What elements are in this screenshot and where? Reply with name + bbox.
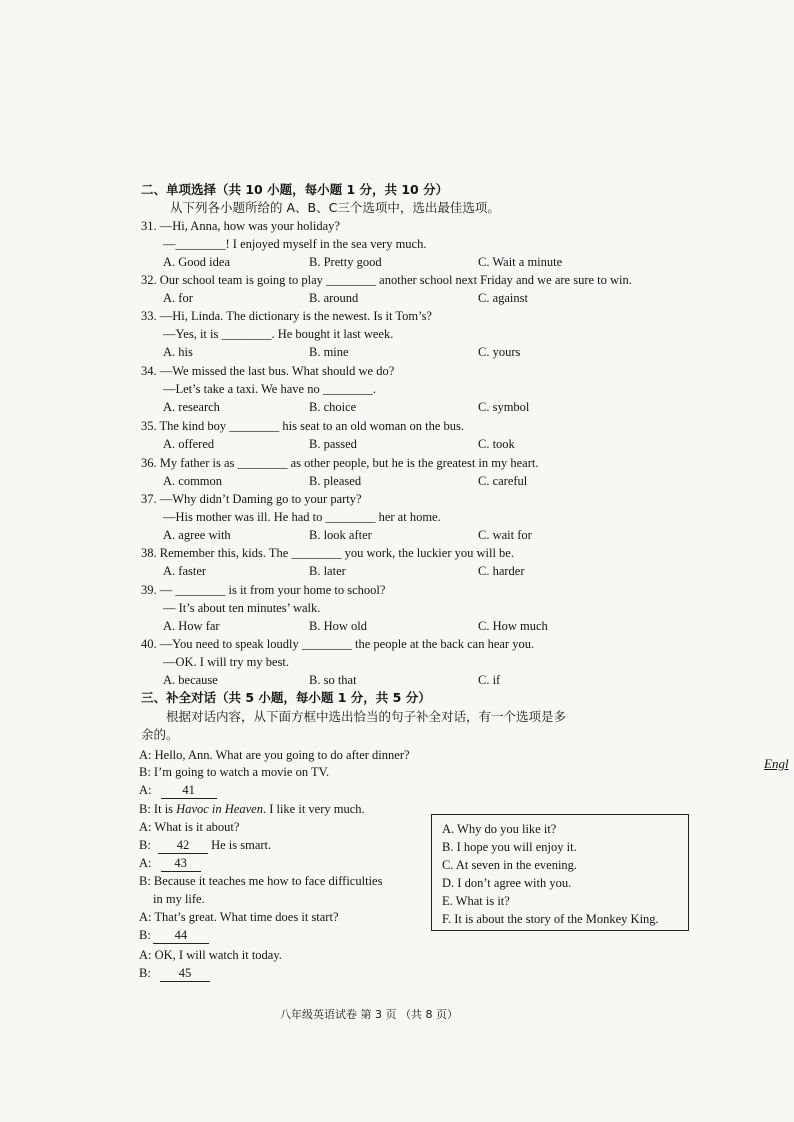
q40-stem: 40. —You need to speak loudly ________ the people at the back can hear you.: [141, 637, 535, 651]
dialogue-line-2: B: I’m going to watch a movie on TV.: [139, 765, 330, 779]
dialogue-text: B: It is: [139, 802, 177, 816]
box-option-b: B. I hope you will enjoy it.: [442, 840, 577, 854]
dialogue-text: . I like it very much.: [262, 802, 365, 816]
dialogue-line-43: [139, 855, 201, 872]
dialogue-line-45: [139, 965, 210, 982]
q39-option-a: A. How far: [163, 619, 220, 633]
q31-option-b: B. Pretty good: [309, 255, 382, 269]
box-option-e: E. What is it?: [442, 894, 510, 908]
q38-option-a: A. faster: [163, 564, 207, 578]
options-box: [431, 814, 689, 931]
movie-title: Havoc in Heaven: [176, 802, 263, 816]
q38-option-c: C. harder: [478, 564, 525, 578]
dialogue-line-11: A: OK, I will watch it today.: [139, 948, 282, 962]
dialogue-line-1: A: Hello, Ann. What are you going to do after dinner?: [139, 748, 410, 762]
blank-41[interactable]: 41: [161, 782, 217, 799]
q33-option-c: C. yours: [478, 345, 521, 359]
q37-reply: —His mother was ill. He had to ________ her at home.: [163, 510, 441, 524]
section3-title: 三、补全对话（共 5 小题，每小题 1 分，共 5 分）: [141, 690, 431, 705]
blank-43[interactable]: 43: [161, 855, 201, 872]
q34-stem: 34. —We missed the last bus. What should we do?: [141, 364, 395, 378]
box-option-d: D. I don’t agree with you.: [442, 876, 572, 890]
dialogue-line-5: A: What is it about?: [139, 820, 240, 834]
dialogue-line-9: A: That’s great. What time does it start?: [139, 910, 339, 924]
q33-option-a: A. his: [163, 345, 193, 359]
blank-42[interactable]: 42: [158, 837, 208, 854]
q34-option-a: A. research: [163, 400, 220, 414]
q37-stem: 37. —Why didn’t Daming go to your party?: [141, 492, 362, 506]
speaker-a: A:: [139, 783, 152, 797]
section3-instruction-1: 根据对话内容，从下面方框中选出恰当的句子补全对话，有一个选项是多: [166, 709, 567, 724]
q37-option-a: A. agree with: [163, 528, 231, 542]
page-footer: 八年级英语试卷 第 3 页 （共 8 页）: [280, 1008, 458, 1021]
q35-option-b: B. passed: [309, 437, 357, 451]
section2-title: 二、单项选择（共 10 小题，每小题 1 分，共 10 分）: [141, 182, 449, 197]
box-option-c: C. At seven in the evening.: [442, 858, 578, 872]
dialogue-line-42: [139, 837, 271, 854]
q38-option-b: B. later: [309, 564, 346, 578]
q32-stem: 32. Our school team is going to play ________ another school next Friday and we are sure to win.: [141, 273, 632, 287]
q36-option-b: B. pleased: [309, 474, 362, 488]
blank-44[interactable]: 44: [153, 927, 209, 944]
q40-option-b: B. so that: [309, 673, 357, 687]
q38-stem: 38. Remember this, kids. The ________ you work, the luckier you will be.: [141, 546, 514, 560]
q40-reply: —OK. I will try my best.: [163, 655, 290, 669]
q40-option-a: A. because: [163, 673, 218, 687]
q39-option-b: B. How old: [309, 619, 367, 633]
speaker-a: A:: [139, 856, 152, 870]
dialogue-line-41: [139, 782, 217, 799]
q34-option-b: B. choice: [309, 400, 357, 414]
q33-stem: 33. —Hi, Linda. The dictionary is the newest. Is it Tom’s?: [141, 309, 432, 323]
q34-reply: —Let’s take a taxi. We have no ________.: [163, 382, 376, 396]
dialogue-line-8a: B: Because it teaches me how to face difficulties: [139, 874, 383, 888]
speaker-b: B:: [139, 838, 151, 852]
q36-option-a: A. common: [163, 474, 223, 488]
q31-reply: —________! I enjoyed myself in the sea very much.: [163, 237, 427, 251]
q35-option-a: A. offered: [163, 437, 215, 451]
dialogue-line-4: [139, 801, 365, 817]
q36-option-c: C. careful: [478, 474, 528, 488]
q39-option-c: C. How much: [478, 619, 548, 633]
q39-stem: 39. — ________ is it from your home to school?: [141, 583, 386, 597]
q37-option-b: B. look after: [309, 528, 372, 542]
q31-option-c: C. Wait a minute: [478, 255, 563, 269]
q31-option-a: A. Good idea: [163, 255, 230, 269]
box-option-f: F. It is about the story of the Monkey King.: [442, 912, 659, 926]
blank-45[interactable]: 45: [160, 965, 210, 982]
q33-reply: —Yes, it is ________. He bought it last week.: [163, 327, 394, 341]
margin-note: Engl: [764, 756, 789, 771]
q32-option-c: C. against: [478, 291, 528, 305]
q40-option-c: C. if: [478, 673, 501, 687]
box-option-a: A. Why do you like it?: [442, 822, 557, 836]
speaker-b: B:: [139, 928, 151, 942]
q33-option-b: B. mine: [309, 345, 349, 359]
section3-instruction-2: 余的。: [141, 727, 179, 742]
q35-option-c: C. took: [478, 437, 515, 451]
q31-stem: 31. —Hi, Anna, how was your holiday?: [141, 219, 340, 233]
q36-stem: 36. My father is as ________ as other people, but he is the greatest in my heart.: [141, 456, 539, 470]
section2-instruction: 从下列各小题所给的 A、B、C三个选项中，选出最佳选项。: [170, 200, 500, 215]
q32-option-a: A. for: [163, 291, 193, 305]
q34-option-c: C. symbol: [478, 400, 530, 414]
q39-reply: — It’s about ten minutes’ walk.: [163, 601, 321, 615]
q35-stem: 35. The kind boy ________ his seat to an old woman on the bus.: [141, 419, 465, 433]
dialogue-line-44: [139, 927, 209, 944]
q37-option-c: C. wait for: [478, 528, 532, 542]
dialogue-line-8b: in my life.: [153, 892, 205, 906]
q32-option-b: B. around: [309, 291, 359, 305]
dialogue-text: He is smart.: [211, 838, 272, 852]
speaker-b: B:: [139, 966, 151, 980]
